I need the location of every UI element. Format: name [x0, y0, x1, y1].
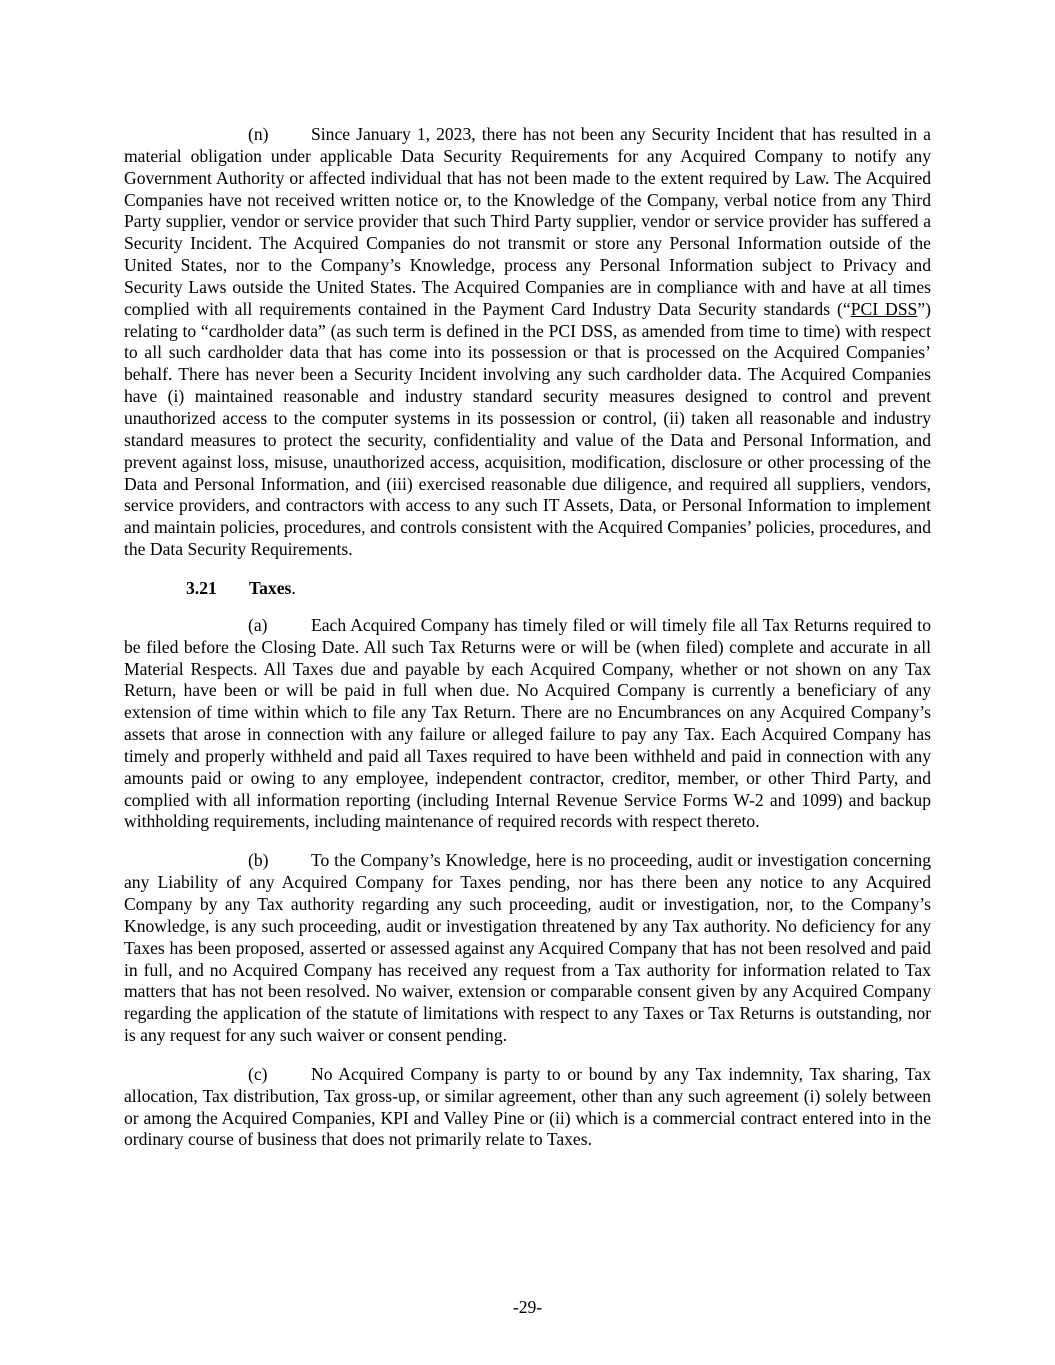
paragraph-text: Each Acquired Company has timely filed or will timely file all Tax Returns required to be filed before the Closing Date. All such Tax Returns were or will be (when filed) complete and accurate in all Material Respects. All Taxes due and payable by each Acquired Company, whether or not shown on any Tax Return, have been or will be paid in full when due. No Acquired Company is currently a beneficiary of any extension of time within which to file any Tax Return. There are no Encumbrances on any Acquired Company’s assets that arose in connection with any failure or alleged failure to pay any Tax. Each Acquired Company has timely and properly withheld and paid all Taxes required to have been withheld and paid in connection with any amounts paid or owing to any employee, independent contractor, creditor, member, or other Third Party, and complied with all information reporting (including Internal Revenue Service Forms W-2 and 1099) and backup withholding requirements, including maintenance of required records with respect thereto.: [124, 614, 931, 832]
paragraph-text: No Acquired Company is party to or bound by any Tax indemnity, Tax sharing, Tax allocation, Tax distribution, Tax gross-up, or similar agreement, other than any such agreement (i) solely between or among the Acquired Companies, KPI and Valley Pine or (ii) which is a commercial contract entered into in the ordinary course of business that does not primarily relate to Taxes.: [124, 1063, 931, 1150]
document-page: [124, 124, 931, 1151]
paragraph-label: (c): [248, 1063, 268, 1084]
paragraph-label: (a): [248, 614, 268, 635]
paragraph-a: [124, 615, 931, 833]
defined-term: PCI DSS: [850, 298, 918, 319]
section-title: Taxes: [249, 577, 292, 598]
section-number: 3.21: [186, 577, 217, 598]
paragraph-text: ”) relating to “cardholder data” (as such term is defined in the PCI DSS, as amended from time to time) with respect to all such cardholder data that has come into its possession or that is processed on the Acquired Companies’ behalf. There has never been a Security Incident involving any such cardholder data. The Acquired Companies have (i) maintained reasonable and industry standard security measures designed to control and prevent unauthorized access to the computer systems in its possession or control, (ii) taken all reasonable and industry standard measures to protect the security, confidentiality and value of the Data and Personal Information, and prevent against loss, misuse, unauthorized access, acquisition, modification, disclosure or other processing of the Data and Personal Information, and (iii) exercised reasonable due diligence, and required all suppliers, vendors, service providers, and contractors with access to any such IT Assets, Data, or Personal Information to implement and maintain policies, procedures, and controls consistent with the Acquired Companies’ policies, procedures, and the Data Security Requirements.: [124, 298, 931, 560]
section-heading: [124, 577, 931, 599]
paragraph-text: To the Company’s Knowledge, here is no proceeding, audit or investigation concerning any Liability of any Acquired Company for Taxes pending, nor has there been any notice to any Acquired Company by any Tax authority regarding any such proceeding, audit or investigation, nor, to the Company’s Knowledge, is any such proceeding, audit or investigation threatened by any Tax authority. No deficiency for any Taxes has been proposed, asserted or assessed against any Acquired Company that has not been resolved and paid in full, and no Acquired Company has received any request from a Tax authority for information related to Tax matters that has not been resolved. No waiver, extension or comparable consent given by any Acquired Company regarding the application of the statute of limitations with respect to any Taxes or Tax Returns is outstanding, nor is any request for any such waiver or consent pending.: [124, 850, 931, 1046]
page-number: -29-: [512, 1297, 543, 1317]
paragraph-label: (n): [248, 124, 269, 144]
paragraph-b: [124, 850, 931, 1047]
section-title-suffix: .: [291, 577, 296, 598]
paragraph-n: [124, 124, 931, 561]
paragraph-text: Since January 1, 2023, there has not been any Security Incident that has resulted in a material obligation under applicable Data Security Requirements for any Acquired Company to notify any Government Authority or affected individual that has not been made to the extent required by Law. The Acquired Companies have not received written notice or, to the Knowledge of the Company, verbal notice from any Third Party supplier, vendor or service provider that such Third Party supplier, vendor or service provider has suffered a Security Incident. The Acquired Companies do not transmit or store any Personal Information outside of the United States, nor to the Company’s Knowledge, process any Personal Information subject to Privacy and Security Laws outside the United States. The Acquired Companies are in compliance with and have at all times complied with all requirements contained in the Payment Card Industry Data Security standards (“: [124, 124, 931, 319]
paragraph-label: (b): [248, 850, 269, 871]
paragraph-c: [124, 1064, 931, 1151]
